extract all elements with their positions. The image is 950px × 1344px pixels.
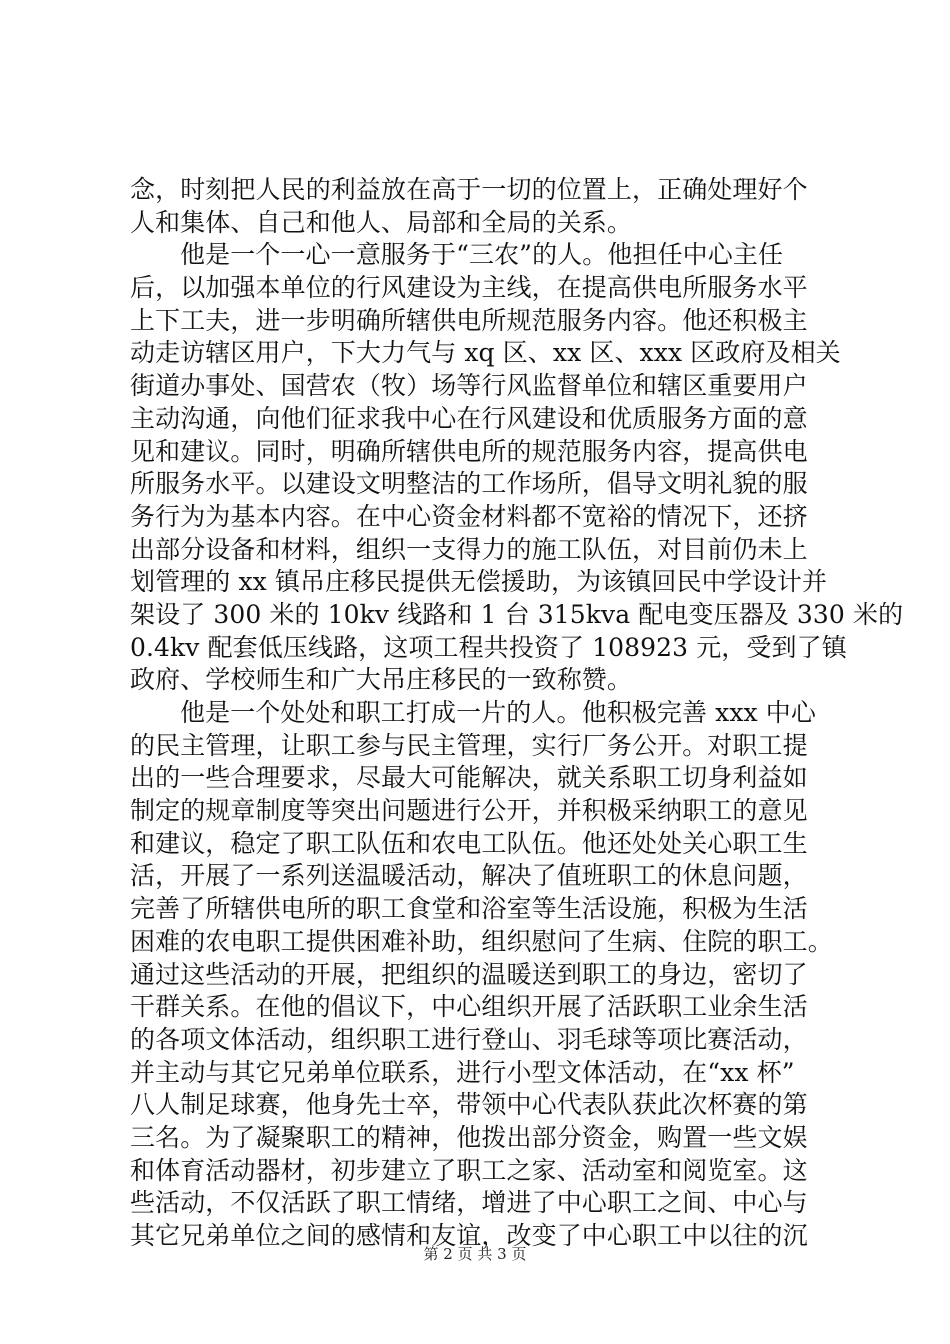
text-line: 活，开展了一系列送温暖活动，解决了值班职工的休息问题， xyxy=(130,861,808,891)
text-line: 制定的规章制度等突出问题进行公开，并积极采纳职工的意见 xyxy=(130,796,808,826)
text-line: 后，以加强本单位的行风建设为主线，在提高供电所服务水平 xyxy=(130,273,808,303)
text-line: 的民主管理，让职工参与民主管理，实行厂务公开。对职工提 xyxy=(130,730,808,760)
text-line: 八人制足球赛，他身先士卒，带领中心代表队获此次杯赛的第 xyxy=(130,1090,808,1120)
text-line: 他是一个处处和职工打成一片的人。他积极完善 xxx 中心 xyxy=(180,698,816,727)
text-line: 人和集体、自己和他人、局部和全局的关系。 xyxy=(130,207,633,237)
text-line: 出的一些合理要求，尽最大可能解决，就关系职工切身利益如 xyxy=(130,763,808,793)
text-line: 上下工夫，进一步明确所辖供电所规范服务内容。他还积极主 xyxy=(130,305,808,335)
text-line: 出部分设备和材料，组织一支得力的施工队伍，对目前仍未上 xyxy=(130,534,808,564)
text-line: 困难的农电职工提供困难补助，组织慰问了生病、住院的职工。 xyxy=(130,926,833,956)
text-line: 其它兄弟单位之间的感情和友谊，改变了中心职工中以往的沉 xyxy=(130,1221,808,1250)
text-line: 见和建议。同时，明确所辖供电所的规范服务内容，提高供电 xyxy=(130,436,808,466)
text-line: 通过这些活动的开展，把组织的温暖送到职工的身边，密切了 xyxy=(130,959,808,989)
text-line: 他是一个一心一意服务于“三农”的人。他担任中心主任 xyxy=(180,240,784,270)
text-line: 干群关系。在他的倡议下，中心组织开展了活跃职工业余生活 xyxy=(130,992,808,1022)
text-line: 念，时刻把人民的利益放在高于一切的位置上，正确处理好个 xyxy=(130,175,808,204)
text-line: 0.4kv 配套低压线路，这项工程共投资了 108923 元，受到了镇 xyxy=(130,632,847,662)
text-line: 政府、学校师生和广大吊庄移民的一致称赞。 xyxy=(130,665,633,695)
text-line: 务行为为基本内容。在中心资金材料都不宽裕的情况下，还挤 xyxy=(130,501,808,531)
text-line: 并主动与其它兄弟单位联系，进行小型文体活动，在“xx 杯” xyxy=(130,1057,795,1087)
text-line: 主动沟通，向他们征求我中心在行风建设和优质服务方面的意 xyxy=(130,403,808,433)
text-line: 架设了 300 米的 10kv 线路和 1 台 315kva 配电变压器及 330 米的 xyxy=(130,599,904,629)
text-line: 和建议，稳定了职工队伍和农电工队伍。他还处处关心职工生 xyxy=(130,828,808,858)
text-line: 些活动，不仅活跃了职工情绪，增进了中心职工之间、中心与 xyxy=(130,1188,808,1218)
page-footer: 第 2 页 共 3 页 xyxy=(423,1245,527,1263)
text-line: 三名。为了凝聚职工的精神，他拨出部分资金，购置一些文娱 xyxy=(130,1122,808,1152)
text-line: 完善了所辖供电所的职工食堂和浴室等生活设施，积极为生活 xyxy=(130,894,808,924)
text-line: 所服务水平。以建设文明整洁的工作场所，倡导文明礼貌的服 xyxy=(130,469,808,499)
text-line: 街道办事处、国营农（牧）场等行风监督单位和辖区重要用户 xyxy=(130,371,808,401)
text-line: 动走访辖区用户，下大力气与 xq 区、xx 区、xxx 区政府及相关 xyxy=(130,338,841,368)
text-line: 划管理的 xx 镇吊庄移民提供无偿援助，为该镇回民中学设计并 xyxy=(130,567,828,597)
document-body xyxy=(130,174,904,1253)
text-line: 的各项文体活动，组织职工进行登山、羽毛球等项比赛活动， xyxy=(130,1024,808,1054)
text-line: 和体育活动器材，初步建立了职工之家、活动室和阅览室。这 xyxy=(130,1155,808,1185)
